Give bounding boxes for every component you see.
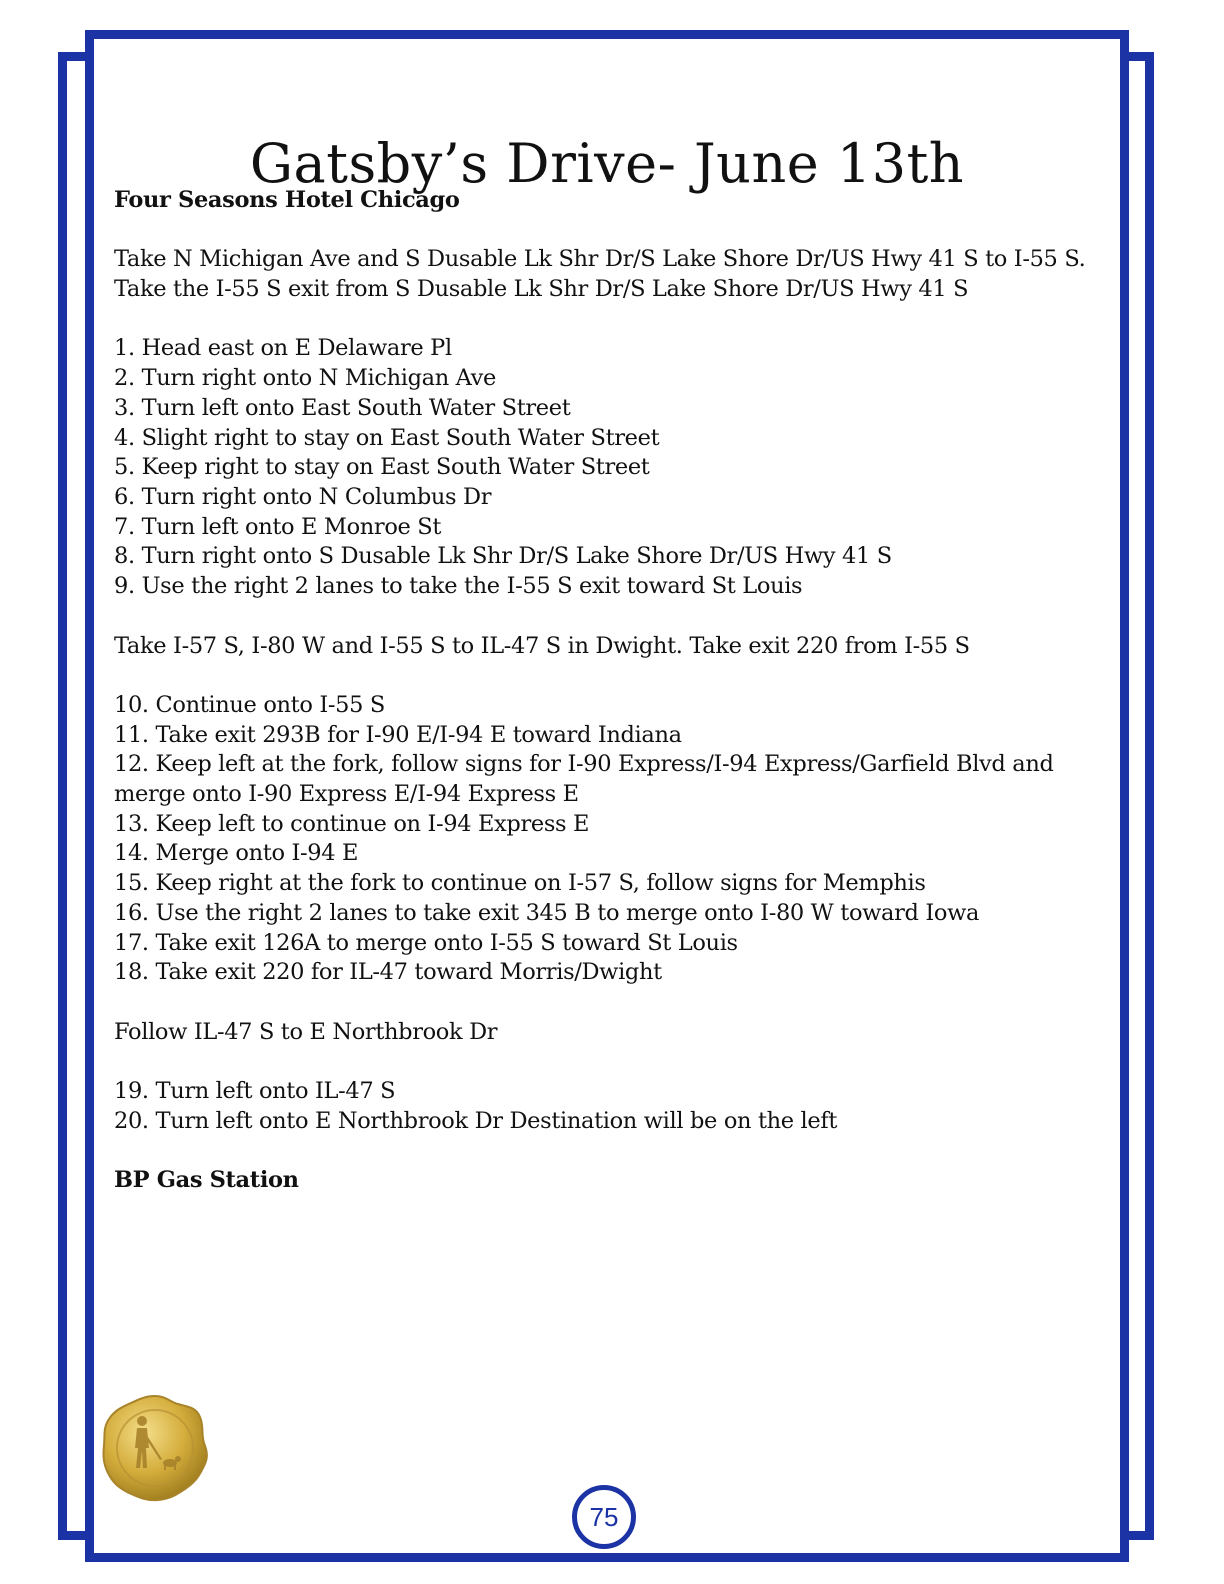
start-location: Four Seasons Hotel Chicago [114, 187, 460, 213]
page-title: Gatsby’s Drive- June 13th [249, 132, 965, 196]
page-number: 75 [572, 1485, 636, 1549]
step: 16. Use the right 2 lanes to take exit 345 B to merge onto I-80 W toward Iowa [114, 899, 980, 926]
step: 10. Continue onto I-55 S [114, 691, 385, 718]
step: 1. Head east on E Delaware Pl [114, 335, 452, 362]
step: 8. Turn right onto S Dusable Lk Shr Dr/S Lake Shore Dr/US Hwy 41 S [114, 543, 892, 570]
step: 7. Turn left onto E Monroe St [114, 513, 442, 540]
step: 15. Keep right at the fork to continue on I-57 S, follow signs for Memphis [114, 870, 926, 897]
step: 5. Keep right to stay on East South Water Street [114, 454, 650, 481]
section-summary: Take N Michigan Ave and S Dusable Lk Shr Dr/S Lake Shore Dr/US Hwy 41 S to I-55 S. Take the I-55 S exit from S Dusable Lk Shr Dr/S Lake Shore Dr/US Hwy 41 S [114, 246, 1086, 303]
step: 11. Take exit 293B for I-90 E/I-94 E toward Indiana [114, 721, 682, 748]
step: 14. Merge onto I-94 E [114, 840, 359, 867]
step: 4. Slight right to stay on East South Water Street [114, 424, 660, 451]
step: 18. Take exit 220 for IL-47 toward Morris/Dwight [114, 959, 662, 986]
end-location: BP Gas Station [114, 1167, 299, 1194]
step: 13. Keep left to continue on I-94 Express E [114, 810, 590, 837]
step: 3. Turn left onto East South Water Street [114, 394, 571, 421]
gold-seal-icon [100, 1393, 210, 1503]
step: 6. Turn right onto N Columbus Dr [114, 484, 492, 510]
step: 17. Take exit 126A to merge onto I-55 S toward St Louis [114, 929, 738, 956]
step: 9. Use the right 2 lanes to take the I-55 S exit toward St Louis [114, 573, 803, 600]
step: 19. Turn left onto IL-47 S [114, 1078, 396, 1104]
section-summary: Follow IL-47 S to E Northbrook Dr [114, 1018, 498, 1045]
directions [114, 186, 1104, 1196]
section-summary: Take I-57 S, I-80 W and I-55 S to IL-47 S in Dwight. Take exit 220 from I-55 S [114, 632, 970, 659]
step: 20. Turn left onto E Northbrook Dr Destination will be on the left [114, 1107, 838, 1134]
step: 12. Keep left at the fork, follow signs for I-90 Express/I-94 Express/Garfield Blvd and merge onto I-90 Express E/I-94 Express E [114, 751, 1054, 807]
step: 2. Turn right onto N Michigan Ave [114, 365, 496, 392]
